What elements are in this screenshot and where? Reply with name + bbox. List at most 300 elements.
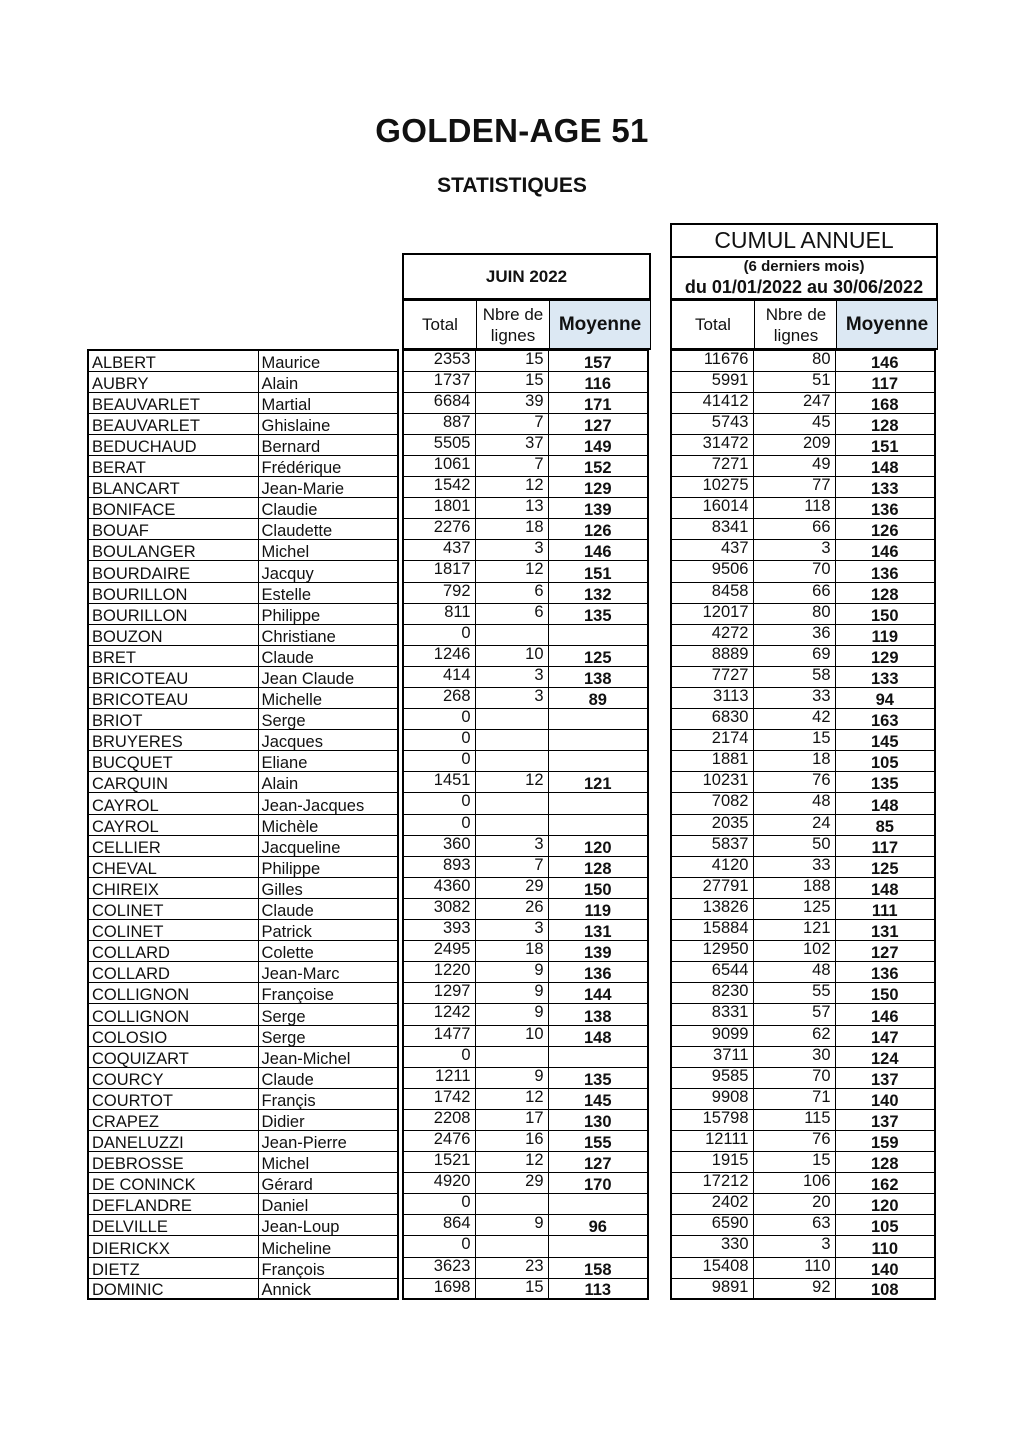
cumul-avg-cell: 150: [835, 603, 935, 624]
last-name-cell: BRIOT: [88, 709, 258, 730]
first-name-cell: Philippe: [258, 603, 398, 624]
last-name-cell: COLINET: [88, 898, 258, 919]
table-row: [88, 603, 398, 624]
cumul-total-cell: 2402: [671, 1194, 753, 1215]
juin-total-cell: 360: [403, 835, 475, 856]
first-name-cell: Jean-Jacques: [258, 793, 398, 814]
cumul-avg-cell: 136: [835, 561, 935, 582]
first-name-cell: Serge: [258, 709, 398, 730]
last-name-cell: DOMINIC: [88, 1278, 258, 1299]
juin-avg-cell: 158: [548, 1257, 648, 1278]
cumul-header: [670, 223, 938, 300]
first-name-cell: Claude: [258, 1067, 398, 1088]
table-row: [671, 1257, 935, 1278]
cumul-avg-cell: 150: [835, 983, 935, 1004]
table-row: [88, 477, 398, 498]
last-name-cell: CHEVAL: [88, 856, 258, 877]
table-row: [671, 434, 935, 455]
table-row: [403, 455, 648, 476]
cumul-lines-cell: 71: [753, 1088, 835, 1109]
cumul-lines-cell: 106: [753, 1173, 835, 1194]
cumul-lines-cell: 118: [753, 498, 835, 519]
cumul-total-cell: 17212: [671, 1173, 753, 1194]
first-name-cell: Michelle: [258, 688, 398, 709]
last-name-cell: BEAUVARLET: [88, 392, 258, 413]
juin-total-cell: 1542: [403, 477, 475, 498]
last-name-cell: DIERICKX: [88, 1236, 258, 1257]
juin-column-headers: [402, 299, 651, 350]
cumul-lines-cell: 92: [753, 1278, 835, 1299]
table-row: [403, 983, 648, 1004]
page-subtitle: STATISTIQUES: [437, 174, 587, 197]
cumul-lines-cell: 77: [753, 477, 835, 498]
table-row: [403, 898, 648, 919]
juin-avg-cell: [548, 1046, 648, 1067]
juin-lines-cell: 9: [475, 1004, 548, 1025]
cumul-avg-cell: 148: [835, 793, 935, 814]
table-row: [88, 688, 398, 709]
table-row: [88, 413, 398, 434]
juin-avg-cell: 148: [548, 1025, 648, 1046]
table-row: [403, 751, 648, 772]
cumul-avg-cell: 94: [835, 688, 935, 709]
table-row: [403, 666, 648, 687]
cumul-lines-cell: 58: [753, 666, 835, 687]
juin-lines-cell: [475, 1236, 548, 1257]
juin-total-header: Total: [422, 315, 458, 334]
cumul-total-cell: 4120: [671, 856, 753, 877]
table-row: [671, 941, 935, 962]
table-row: [671, 856, 935, 877]
cumul-total-cell: 5837: [671, 835, 753, 856]
table-row: [88, 1278, 398, 1299]
cumul-lines-cell: 247: [753, 392, 835, 413]
table-row: [403, 519, 648, 540]
last-name-cell: BRUYERES: [88, 730, 258, 751]
last-name-cell: BLANCART: [88, 477, 258, 498]
first-name-cell: Michel: [258, 540, 398, 561]
juin-avg-cell: 136: [548, 962, 648, 983]
cumul-total-cell: 3711: [671, 1046, 753, 1067]
table-row: [671, 1152, 935, 1173]
first-name-cell: Jean-Loup: [258, 1215, 398, 1236]
table-row: [88, 1025, 398, 1046]
table-row: [88, 941, 398, 962]
cumul-total-cell: 8889: [671, 645, 753, 666]
juin-lines-cell: 18: [475, 519, 548, 540]
table-row: [671, 561, 935, 582]
cumul-lines-cell: 30: [753, 1046, 835, 1067]
juin-avg-cell: 127: [548, 413, 648, 434]
juin-lines-cell: 7: [475, 413, 548, 434]
table-row: [671, 793, 935, 814]
juin-lines-cell: 12: [475, 1152, 548, 1173]
cumul-avg-cell: 146: [835, 350, 935, 371]
table-row: [671, 920, 935, 941]
juin-total-cell: 4920: [403, 1173, 475, 1194]
cumul-lines-cell: 33: [753, 688, 835, 709]
cumul-avg-cell: 126: [835, 519, 935, 540]
cumul-avg-cell: 108: [835, 1278, 935, 1299]
juin-lines-cell: 3: [475, 666, 548, 687]
table-row: [403, 1194, 648, 1215]
table-row: [671, 1194, 935, 1215]
table-row: [88, 983, 398, 1004]
juin-total-cell: 0: [403, 793, 475, 814]
cumul-avg-cell: 148: [835, 455, 935, 476]
table-row: [671, 1004, 935, 1025]
cumul-avg-cell: 131: [835, 920, 935, 941]
juin-lines-cell: 10: [475, 645, 548, 666]
first-name-cell: Claudette: [258, 519, 398, 540]
table-row: [403, 1152, 648, 1173]
table-row: [88, 751, 398, 772]
table-row: [88, 1109, 398, 1130]
juin-total-cell: 1242: [403, 1004, 475, 1025]
table-row: [403, 1130, 648, 1151]
cumul-total-cell: 2035: [671, 814, 753, 835]
first-name-cell: Ghislaine: [258, 413, 398, 434]
table-row: [671, 645, 935, 666]
last-name-cell: BOUAF: [88, 519, 258, 540]
cumul-avg-cell: 145: [835, 730, 935, 751]
juin-total-cell: 0: [403, 624, 475, 645]
table-row: [403, 814, 648, 835]
table-row: [88, 582, 398, 603]
juin-lines-cell: 17: [475, 1109, 548, 1130]
juin-lines-cell: 12: [475, 561, 548, 582]
last-name-cell: DELVILLE: [88, 1215, 258, 1236]
cumul-avg-cell: 105: [835, 751, 935, 772]
table-row: [671, 413, 935, 434]
first-name-cell: Micheline: [258, 1236, 398, 1257]
cumul-avg-cell: 117: [835, 371, 935, 392]
cumul-lines-cell: 15: [753, 1152, 835, 1173]
table-row: [88, 645, 398, 666]
juin-total-cell: 1246: [403, 645, 475, 666]
first-name-cell: Christiane: [258, 624, 398, 645]
cumul-avg-cell: 140: [835, 1088, 935, 1109]
cumul-avg-cell: 133: [835, 477, 935, 498]
table-row: [671, 751, 935, 772]
first-name-cell: Jean Claude: [258, 666, 398, 687]
first-name-cell: Patrick: [258, 920, 398, 941]
table-row: [671, 772, 935, 793]
juin-total-cell: 2353: [403, 350, 475, 371]
cumul-total-cell: 8331: [671, 1004, 753, 1025]
cumul-avg-cell: 111: [835, 898, 935, 919]
cumul-lines-cell: 76: [753, 1130, 835, 1151]
juin-total-cell: 792: [403, 582, 475, 603]
first-name-cell: Jean-Michel: [258, 1046, 398, 1067]
juin-avg-cell: 152: [548, 455, 648, 476]
juin-lines-cell: [475, 730, 548, 751]
cumul-lines-cell: 63: [753, 1215, 835, 1236]
cumul-period: (6 derniers mois): [743, 258, 865, 275]
juin-lines-cell: 16: [475, 1130, 548, 1151]
last-name-cell: CRAPEZ: [88, 1109, 258, 1130]
first-name-cell: Michèle: [258, 814, 398, 835]
juin-avg-cell: 130: [548, 1109, 648, 1130]
table-row: [403, 603, 648, 624]
first-name-cell: Françoise: [258, 983, 398, 1004]
table-row: [403, 434, 648, 455]
cumul-total-cell: 15884: [671, 920, 753, 941]
table-row: [88, 793, 398, 814]
cumul-lines-cell: 45: [753, 413, 835, 434]
juin-total-cell: 1061: [403, 455, 475, 476]
juin-avg-cell: [548, 709, 648, 730]
first-name-cell: Maurice: [258, 350, 398, 371]
cumul-avg-cell: 133: [835, 666, 935, 687]
cumul-avg-header: Moyenne: [836, 301, 937, 348]
first-name-cell: Gérard: [258, 1173, 398, 1194]
cumul-column-headers: [670, 299, 938, 350]
table-row: [403, 877, 648, 898]
juin-lines-cell: [475, 1046, 548, 1067]
first-name-cell: Claude: [258, 645, 398, 666]
table-row: [671, 962, 935, 983]
juin-lines-header: Nbre de lignes: [476, 301, 549, 348]
table-row: [671, 835, 935, 856]
table-row: [671, 455, 935, 476]
juin-lines-cell: 26: [475, 898, 548, 919]
juin-total-cell: 1801: [403, 498, 475, 519]
cumul-avg-cell: 128: [835, 582, 935, 603]
juin-avg-cell: 155: [548, 1130, 648, 1151]
juin-total-cell: 2208: [403, 1109, 475, 1130]
table-row: [403, 793, 648, 814]
table-row: [403, 1088, 648, 1109]
table-row: [403, 1257, 648, 1278]
last-name-cell: BRICOTEAU: [88, 666, 258, 687]
last-name-cell: BOULANGER: [88, 540, 258, 561]
juin-avg-cell: 135: [548, 1067, 648, 1088]
juin-avg-cell: [548, 730, 648, 751]
juin-total-cell: 1698: [403, 1278, 475, 1299]
cumul-total-cell: 2174: [671, 730, 753, 751]
cumul-avg-cell: 151: [835, 434, 935, 455]
first-name-cell: Eliane: [258, 751, 398, 772]
juin-avg-cell: 119: [548, 898, 648, 919]
table-row: [88, 1004, 398, 1025]
first-name-cell: Gilles: [258, 877, 398, 898]
cumul-total-cell: 9908: [671, 1088, 753, 1109]
juin-lines-cell: 37: [475, 434, 548, 455]
juin-total-cell: 2495: [403, 941, 475, 962]
cumul-avg-cell: 124: [835, 1046, 935, 1067]
table-row: [671, 709, 935, 730]
table-row: [88, 920, 398, 941]
juin-avg-cell: [548, 751, 648, 772]
table-row: [403, 477, 648, 498]
last-name-cell: BOUZON: [88, 624, 258, 645]
first-name-cell: Didier: [258, 1109, 398, 1130]
juin-lines-cell: 15: [475, 371, 548, 392]
cumul-lines-cell: 209: [753, 434, 835, 455]
cumul-avg-cell: 162: [835, 1173, 935, 1194]
juin-lines-cell: 3: [475, 688, 548, 709]
table-row: [403, 392, 648, 413]
last-name-cell: BOURDAIRE: [88, 561, 258, 582]
juin-avg-cell: 144: [548, 983, 648, 1004]
cumul-lines-cell: 48: [753, 793, 835, 814]
names-table: [87, 349, 399, 1300]
cumul-avg-cell: 146: [835, 1004, 935, 1025]
juin-avg-cell: 149: [548, 434, 648, 455]
juin-avg-cell: 128: [548, 856, 648, 877]
juin-avg-cell: 151: [548, 561, 648, 582]
table-row: [671, 1025, 935, 1046]
table-row: [671, 350, 935, 371]
cumul-total-cell: 1915: [671, 1152, 753, 1173]
cumul-avg-cell: 135: [835, 772, 935, 793]
juin-lines-cell: 29: [475, 877, 548, 898]
last-name-cell: COURCY: [88, 1067, 258, 1088]
table-row: [671, 603, 935, 624]
juin-total-cell: 1817: [403, 561, 475, 582]
cumul-total-cell: 9891: [671, 1278, 753, 1299]
cumul-avg-cell: 117: [835, 835, 935, 856]
cumul-lines-cell: 125: [753, 898, 835, 919]
juin-lines-cell: 23: [475, 1257, 548, 1278]
juin-avg-cell: 126: [548, 519, 648, 540]
table-row: [88, 350, 398, 371]
cumul-lines-cell: 188: [753, 877, 835, 898]
cumul-lines-cell: 70: [753, 561, 835, 582]
juin-avg-cell: 96: [548, 1215, 648, 1236]
cumul-total-cell: 330: [671, 1236, 753, 1257]
cumul-total-cell: 3113: [671, 688, 753, 709]
table-row: [671, 730, 935, 751]
last-name-cell: BOURILLON: [88, 582, 258, 603]
last-name-cell: DEFLANDRE: [88, 1194, 258, 1215]
last-name-cell: BOURILLON: [88, 603, 258, 624]
juin-lines-cell: 15: [475, 1278, 548, 1299]
juin-avg-cell: [548, 1194, 648, 1215]
juin-avg-cell: 146: [548, 540, 648, 561]
table-row: [88, 624, 398, 645]
cumul-total-cell: 9585: [671, 1067, 753, 1088]
juin-avg-cell: 139: [548, 498, 648, 519]
juin-lines-cell: 12: [475, 1088, 548, 1109]
juin-lines-cell: 9: [475, 983, 548, 1004]
table-row: [671, 392, 935, 413]
juin-avg-cell: 121: [548, 772, 648, 793]
cumul-total-cell: 27791: [671, 877, 753, 898]
table-row: [88, 1130, 398, 1151]
table-row: [671, 898, 935, 919]
cumul-total-cell: 12017: [671, 603, 753, 624]
juin-avg-cell: 120: [548, 835, 648, 856]
juin-total-cell: 4360: [403, 877, 475, 898]
table-row: [88, 856, 398, 877]
first-name-cell: Jacqueline: [258, 835, 398, 856]
cumul-avg-cell: 120: [835, 1194, 935, 1215]
first-name-cell: Claudie: [258, 498, 398, 519]
last-name-cell: CELLIER: [88, 835, 258, 856]
juin-avg-cell: 139: [548, 941, 648, 962]
juin-lines-cell: 7: [475, 455, 548, 476]
last-name-cell: COLINET: [88, 920, 258, 941]
cumul-table: [670, 349, 936, 1300]
table-row: [403, 582, 648, 603]
cumul-lines-cell: 49: [753, 455, 835, 476]
juin-total-cell: 0: [403, 814, 475, 835]
juin-avg-cell: [548, 793, 648, 814]
juin-total-cell: 3623: [403, 1257, 475, 1278]
cumul-lines-cell: 62: [753, 1025, 835, 1046]
last-name-cell: BEDUCHAUD: [88, 434, 258, 455]
juin-avg-cell: 125: [548, 645, 648, 666]
cumul-lines-cell: 24: [753, 814, 835, 835]
juin-lines-cell: 6: [475, 582, 548, 603]
cumul-lines-cell: 18: [753, 751, 835, 772]
cumul-avg-cell: 127: [835, 941, 935, 962]
table-row: [88, 1236, 398, 1257]
juin-lines-cell: 3: [475, 835, 548, 856]
juin-lines-cell: 9: [475, 1067, 548, 1088]
table-row: [403, 1046, 648, 1067]
table-row: [671, 1046, 935, 1067]
first-name-cell: Alain: [258, 772, 398, 793]
table-row: [403, 1109, 648, 1130]
first-name-cell: Colette: [258, 941, 398, 962]
last-name-cell: DE CONINCK: [88, 1173, 258, 1194]
cumul-total-cell: 15408: [671, 1257, 753, 1278]
cumul-total-cell: 7082: [671, 793, 753, 814]
juin-lines-cell: 29: [475, 1173, 548, 1194]
first-name-cell: Claude: [258, 898, 398, 919]
juin-avg-header: Moyenne: [549, 301, 650, 348]
first-name-cell: Serge: [258, 1025, 398, 1046]
table-row: [403, 1004, 648, 1025]
cumul-total-cell: 437: [671, 540, 753, 561]
table-row: [88, 1152, 398, 1173]
table-row: [88, 392, 398, 413]
juin-avg-cell: 127: [548, 1152, 648, 1173]
juin-total-cell: 1211: [403, 1067, 475, 1088]
cumul-lines-cell: 42: [753, 709, 835, 730]
table-row: [671, 498, 935, 519]
cumul-total-cell: 10275: [671, 477, 753, 498]
first-name-cell: Françis: [258, 1088, 398, 1109]
cumul-total-cell: 7271: [671, 455, 753, 476]
table-row: [403, 709, 648, 730]
cumul-avg-cell: 147: [835, 1025, 935, 1046]
first-name-cell: Martial: [258, 392, 398, 413]
cumul-avg-cell: 105: [835, 1215, 935, 1236]
cumul-avg-cell: 128: [835, 413, 935, 434]
table-row: [403, 1236, 648, 1257]
table-row: [671, 983, 935, 1004]
cumul-lines-cell: 36: [753, 624, 835, 645]
juin-avg-cell: 157: [548, 350, 648, 371]
cumul-total-cell: 11676: [671, 350, 753, 371]
cumul-lines-cell: 70: [753, 1067, 835, 1088]
last-name-cell: BRET: [88, 645, 258, 666]
juin-lines-cell: [475, 1194, 548, 1215]
cumul-total-cell: 6590: [671, 1215, 753, 1236]
table-row: [403, 350, 648, 371]
cumul-total-cell: 9099: [671, 1025, 753, 1046]
table-row: [88, 814, 398, 835]
juin-avg-cell: [548, 814, 648, 835]
juin-lines-cell: 12: [475, 772, 548, 793]
juin-lines-cell: 15: [475, 350, 548, 371]
first-name-cell: Jacquy: [258, 561, 398, 582]
cumul-total-cell: 4272: [671, 624, 753, 645]
